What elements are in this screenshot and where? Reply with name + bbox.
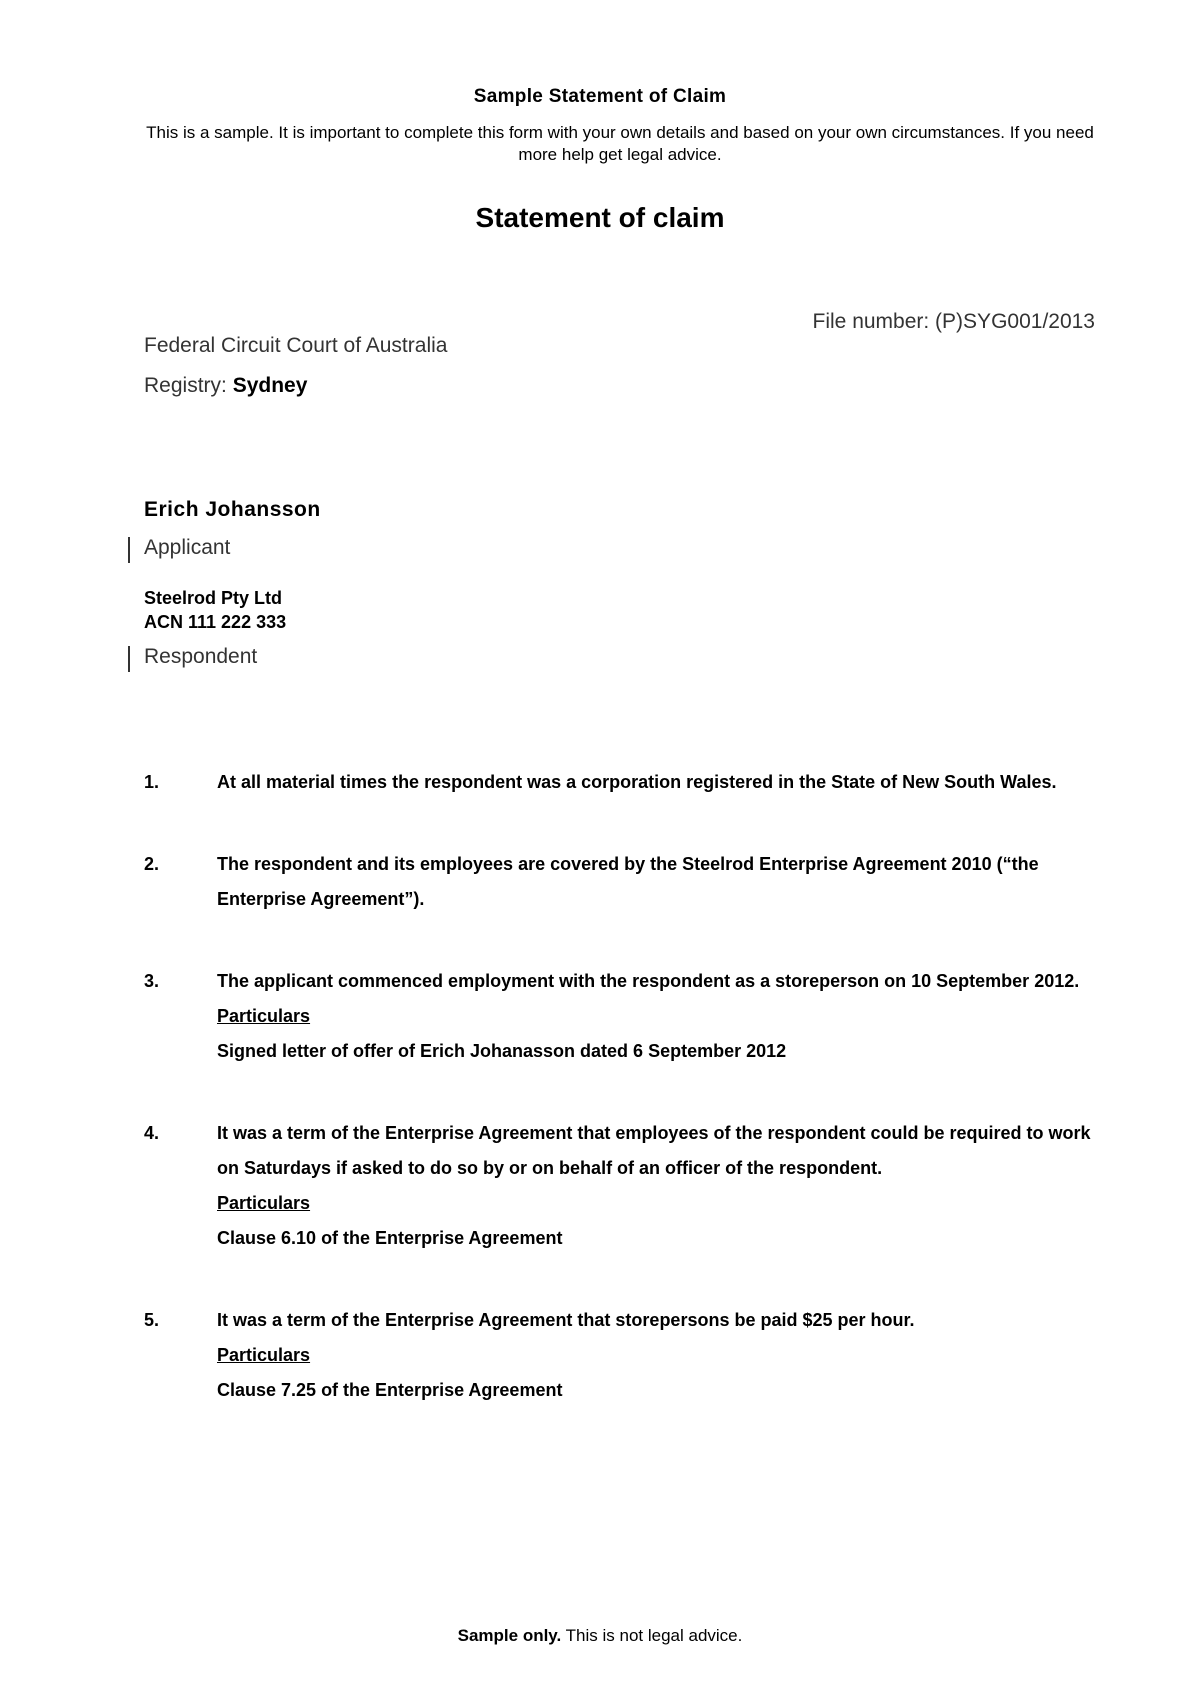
registry-value: Sydney [232, 374, 308, 397]
claim-body [217, 765, 1104, 800]
claim-number: 5. [144, 1310, 160, 1330]
registry [144, 374, 307, 398]
claim-item [144, 765, 1104, 800]
claim-text: It was a term of the Enterprise Agreement that employees of the respondent could be required to work on Saturdays if asked to do so by or on behalf of an officer of the respondent. [217, 1123, 1091, 1178]
claim-number: 4. [144, 1123, 160, 1143]
footer-text: This is not legal advice. [561, 1626, 743, 1645]
page-title: Statement of claim [475, 202, 725, 233]
claim-number: 1. [144, 772, 160, 792]
sample-intro: This is a sample. It is important to complete this form with your own details and based on your own circumstances. If you need more help get legal advice. [146, 123, 1094, 164]
claim-item [144, 1116, 1104, 1256]
claim-item [144, 847, 1104, 917]
particulars-label: Particulars [217, 1345, 311, 1365]
footer [0, 1626, 1200, 1646]
respondent-name: Steelrod Pty Ltd [144, 588, 283, 608]
respondent-block [144, 586, 286, 634]
claim-item [144, 1303, 1104, 1408]
claim-body [217, 1303, 1104, 1408]
respondent-role: Respondent [144, 645, 258, 668]
registry-label: Registry: [144, 374, 233, 397]
applicant-name: Erich Johansson [144, 498, 321, 521]
footer-bold: Sample only. [457, 1626, 562, 1645]
claim-text: At all material times the respondent was a corporation registered in the State of New South Wales. [217, 772, 1057, 792]
claim-body [217, 964, 1104, 1069]
particulars-label: Particulars [217, 1006, 311, 1026]
respondent-marker [128, 646, 130, 672]
applicant-role: Applicant [144, 536, 231, 559]
claim-body [217, 847, 1104, 917]
respondent-acn: ACN 111 222 333 [144, 612, 287, 632]
claim-text: It was a term of the Enterprise Agreement that storepersons be paid $25 per hour. [217, 1310, 915, 1330]
sample-title: Sample Statement of Claim [473, 86, 727, 107]
claim-text: The applicant commenced employment with the respondent as a storeperson on 10 September 2012. [217, 971, 1080, 991]
claim-body [217, 1116, 1104, 1256]
particulars-text: Clause 7.25 of the Enterprise Agreement [217, 1380, 563, 1400]
claims-list [144, 765, 1104, 1408]
claim-item [144, 964, 1104, 1069]
particulars-text: Signed letter of offer of Erich Johanasson dated 6 September 2012 [217, 1041, 787, 1061]
claim-number: 3. [144, 971, 160, 991]
file-number: File number: (P)SYG001/2013 [812, 310, 1095, 333]
particulars-text: Clause 6.10 of the Enterprise Agreement [217, 1228, 563, 1248]
applicant-marker [128, 537, 130, 563]
claim-number: 2. [144, 854, 160, 874]
particulars-label: Particulars [217, 1193, 311, 1213]
claim-text: The respondent and its employees are covered by the Steelrod Enterprise Agreement 2010 (“the Enterprise Agreement”). [217, 854, 1039, 909]
court-name: Federal Circuit Court of Australia [144, 334, 448, 357]
